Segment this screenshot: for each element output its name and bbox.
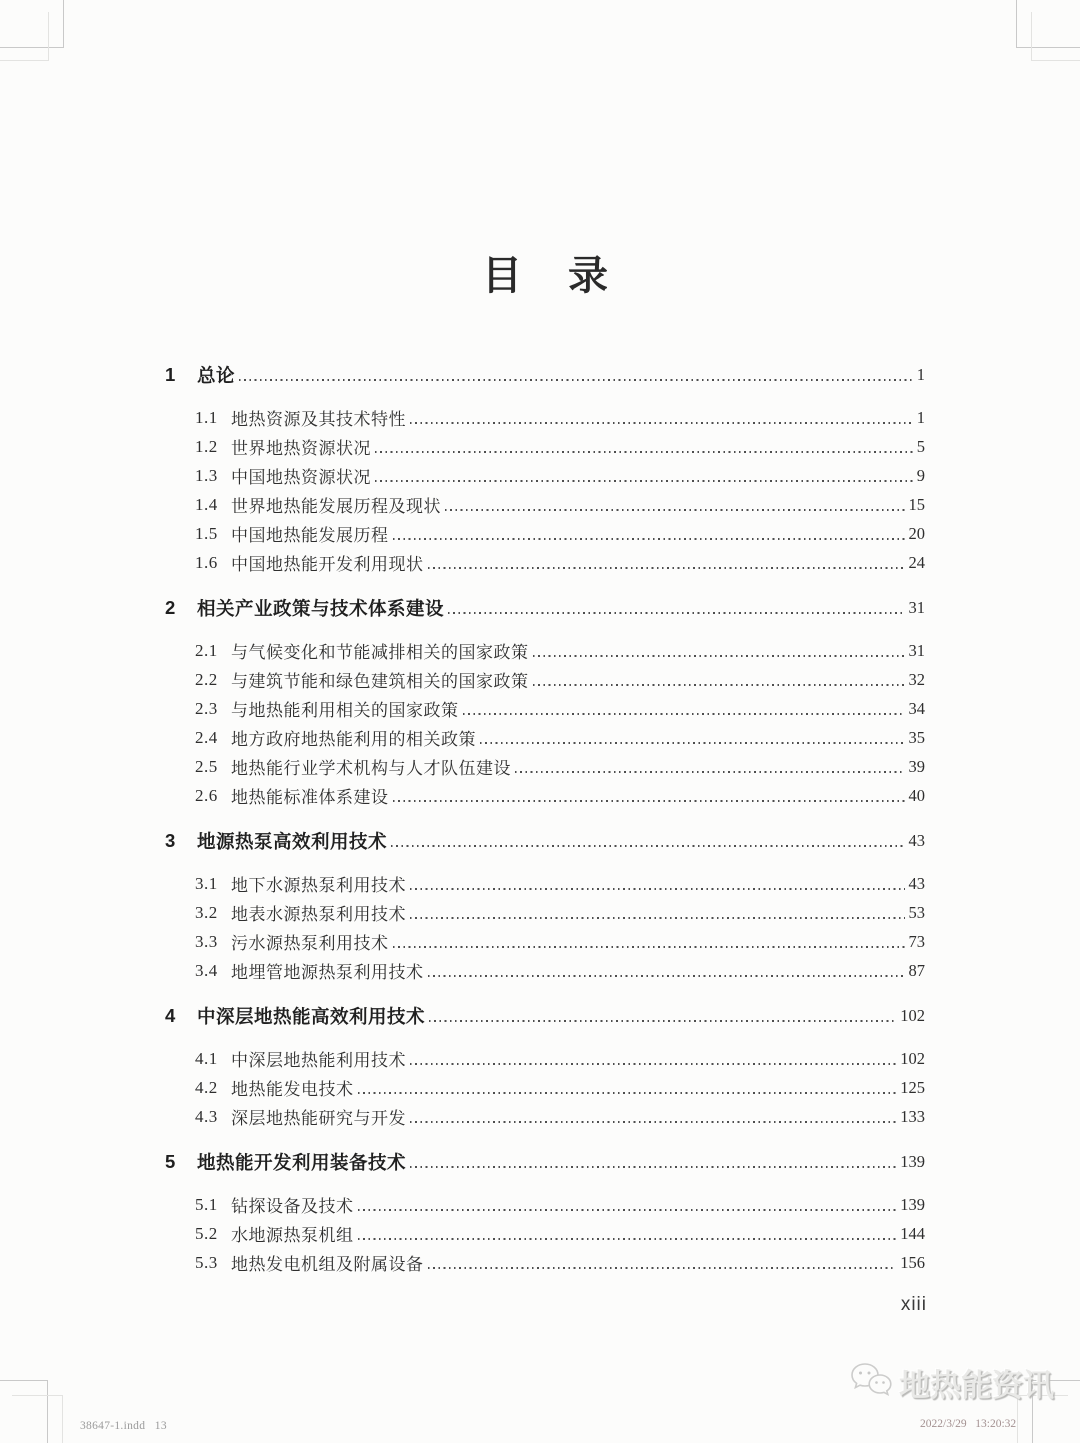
crop-mark <box>0 47 64 48</box>
toc-entry-title: 深层地热能研究与开发 <box>231 1109 406 1128</box>
crop-mark <box>1016 47 1080 48</box>
toc-chapter-row <box>165 826 925 855</box>
toc-item-row <box>165 869 925 898</box>
dotted-leader <box>480 742 905 744</box>
crop-mark <box>0 1380 48 1381</box>
toc-entry-number: 1.5 <box>195 523 218 543</box>
toc-chapter-row <box>165 1147 925 1176</box>
dotted-leader <box>428 567 905 569</box>
watermark <box>850 1360 1054 1405</box>
toc-entry-page: 35 <box>908 727 925 747</box>
toc-entry-number: 2.6 <box>195 785 218 805</box>
toc-entry-page: 24 <box>908 552 925 572</box>
crop-mark <box>1031 12 1032 61</box>
toc-entry-title: 钻探设备及技术 <box>231 1197 354 1216</box>
toc-item-row <box>165 519 925 548</box>
toc-entry-number: 3.4 <box>195 960 218 980</box>
toc-entry-number: 4.1 <box>195 1048 218 1068</box>
toc-entry-page: 1 <box>916 407 925 427</box>
toc-item-row <box>165 927 925 956</box>
toc-entry-number: 5.3 <box>195 1252 218 1272</box>
toc-entry-title: 与地热能利用相关的国家政策 <box>231 701 459 720</box>
toc-entry-page: 156 <box>900 1252 925 1272</box>
toc-entry-page: 139 <box>900 1194 925 1214</box>
toc-item-row <box>165 694 925 723</box>
toc-entry-title: 地热能标准体系建设 <box>231 788 389 807</box>
toc-item-row <box>165 781 925 810</box>
toc-entry-number: 4.2 <box>195 1077 218 1097</box>
dotted-leader <box>428 1267 897 1269</box>
dotted-leader <box>410 917 905 919</box>
toc-entry-title: 地下水源热泵利用技术 <box>231 876 406 895</box>
dotted-leader <box>358 1238 897 1240</box>
toc-item-row <box>165 1248 925 1277</box>
dotted-leader <box>393 538 905 540</box>
toc-item-row <box>165 665 925 694</box>
dotted-leader <box>533 655 905 657</box>
page-number: xiii <box>900 1294 927 1315</box>
toc-entry-title: 相关产业政策与技术体系建设 <box>197 597 445 619</box>
dotted-leader <box>410 888 905 890</box>
toc-entry-page: 73 <box>908 931 925 951</box>
toc-entry-title: 中国地热能发展历程 <box>231 526 389 545</box>
wechat-icon <box>850 1361 892 1404</box>
crop-mark <box>0 60 49 61</box>
crop-mark <box>1016 0 1017 48</box>
toc-entry-number: 3.1 <box>195 873 218 893</box>
toc-entry-number: 1 <box>165 363 176 385</box>
toc-entry-number: 1.2 <box>195 436 218 456</box>
toc-item-row <box>165 956 925 985</box>
toc-chapter-row <box>165 593 925 622</box>
dotted-leader <box>445 509 905 511</box>
crop-mark <box>48 12 49 61</box>
crop-mark <box>1031 60 1080 61</box>
toc-item-row <box>165 723 925 752</box>
toc-entry-page: 1 <box>916 364 925 384</box>
toc-entry-number: 2.4 <box>195 727 218 747</box>
toc-list <box>165 344 925 1277</box>
toc-item-row <box>165 1073 925 1102</box>
toc-entry-title: 地热能行业学术机构与人才队伍建设 <box>231 759 511 778</box>
dotted-leader <box>393 946 905 948</box>
toc-entry-page: 34 <box>908 698 925 718</box>
toc-entry-title: 地热能开发利用装备技术 <box>197 1151 407 1173</box>
crop-mark <box>12 1395 63 1396</box>
crop-mark <box>62 1395 63 1443</box>
toc-entry-title: 地埋管地源热泵利用技术 <box>231 963 424 982</box>
toc-entry-number: 3.2 <box>195 902 218 922</box>
toc-item-row <box>165 403 925 432</box>
toc-entry-number: 1.6 <box>195 552 218 572</box>
toc-entry-title: 地热能发电技术 <box>231 1080 354 1099</box>
dotted-leader <box>410 1063 896 1065</box>
toc-item-row <box>165 548 925 577</box>
dotted-leader <box>448 612 904 614</box>
toc-entry-number: 3 <box>165 829 176 851</box>
toc-item-row <box>165 752 925 781</box>
toc-entry-number: 1.3 <box>195 465 218 485</box>
crop-mark <box>47 1380 48 1443</box>
toc-entry-page: 32 <box>908 669 925 689</box>
toc-entry-number: 2 <box>165 596 176 618</box>
toc-entry-number: 1.4 <box>195 494 218 514</box>
toc-entry-page: 133 <box>900 1106 925 1126</box>
toc-entry-number: 1.1 <box>195 407 218 427</box>
toc-entry-number: 3.3 <box>195 931 218 951</box>
toc-entry-title: 地源热泵高效利用技术 <box>197 830 388 852</box>
toc-entry-title: 地热发电机组及附属设备 <box>231 1255 424 1274</box>
toc-entry-title: 水地源热泵机组 <box>231 1226 354 1245</box>
dotted-leader <box>239 379 913 381</box>
toc-entry-page: 102 <box>900 1005 925 1025</box>
dotted-leader <box>410 422 913 424</box>
watermark-text: 地热能资讯 <box>899 1368 1054 1403</box>
dotted-leader <box>391 845 904 847</box>
page-title-char: 录 <box>568 254 608 298</box>
dotted-leader <box>410 1166 896 1168</box>
toc-entry-page: 40 <box>908 785 925 805</box>
toc-entry-title: 地方政府地热能利用的相关政策 <box>231 730 476 749</box>
dotted-leader <box>533 684 905 686</box>
dotted-leader <box>358 1092 897 1094</box>
dotted-leader <box>375 451 913 453</box>
toc-entry-title: 与气候变化和节能减排相关的国家政策 <box>231 643 529 662</box>
toc-entry-title: 中深层地热能高效利用技术 <box>197 1005 426 1027</box>
toc-entry-number: 4 <box>165 1004 176 1026</box>
dotted-leader <box>410 1121 896 1123</box>
toc-entry-page: 125 <box>900 1077 925 1097</box>
toc-chapter-row <box>165 360 925 389</box>
toc-chapter-row <box>165 1001 925 1030</box>
toc-entry-page: 15 <box>908 494 925 514</box>
toc-entry-title: 中深层地热能利用技术 <box>231 1051 406 1070</box>
toc-entry-number: 5 <box>165 1150 176 1172</box>
toc-entry-number: 2.3 <box>195 698 218 718</box>
dotted-leader <box>429 1020 896 1022</box>
toc-entry-page: 139 <box>900 1151 925 1171</box>
toc-entry-number: 4.3 <box>195 1106 218 1126</box>
toc-entry-page: 9 <box>916 465 925 485</box>
toc-entry-title: 世界地热资源状况 <box>231 439 371 458</box>
toc-entry-page: 53 <box>908 902 925 922</box>
toc-item-row <box>165 1190 925 1219</box>
toc-entry-page: 43 <box>908 830 925 850</box>
print-slug: 38647-1.indd 13 <box>80 1420 167 1432</box>
toc-entry-title: 总论 <box>197 364 236 386</box>
toc-entry-page: 5 <box>916 436 925 456</box>
toc-entry-title: 世界地热能发展历程及现状 <box>231 497 441 516</box>
toc-entry-title: 地热资源及其技术特性 <box>231 410 406 429</box>
toc-entry-page: 43 <box>908 873 925 893</box>
toc-entry-page: 39 <box>908 756 925 776</box>
toc-entry-number: 2.5 <box>195 756 218 776</box>
toc-item-row <box>165 432 925 461</box>
print-timestamp: 2022/3/29 13:20:32 <box>920 1418 1017 1430</box>
toc-entry-title: 中国地热资源状况 <box>231 468 371 487</box>
crop-mark <box>63 0 64 48</box>
dotted-leader <box>428 975 905 977</box>
toc-item-row <box>165 1102 925 1131</box>
toc-item-row <box>165 636 925 665</box>
toc-entry-page: 31 <box>908 597 925 617</box>
page-title-char: 目 <box>482 254 522 298</box>
dotted-leader <box>375 480 913 482</box>
dotted-leader <box>463 713 905 715</box>
toc-entry-title: 地表水源热泵利用技术 <box>231 905 406 924</box>
page-title <box>165 256 925 296</box>
toc-entry-page: 20 <box>908 523 925 543</box>
toc-item-row <box>165 1044 925 1073</box>
toc-entry-page: 87 <box>908 960 925 980</box>
toc-entry-number: 5.2 <box>195 1223 218 1243</box>
toc-entry-number: 5.1 <box>195 1194 218 1214</box>
toc-item-row <box>165 898 925 927</box>
toc-entry-page: 144 <box>900 1223 925 1243</box>
dotted-leader <box>393 800 905 802</box>
toc-entry-number: 2.1 <box>195 640 218 660</box>
toc-item-row <box>165 1219 925 1248</box>
toc-entry-page: 31 <box>908 640 925 660</box>
dotted-leader <box>515 771 905 773</box>
toc-entry-title: 中国地热能开发利用现状 <box>231 555 424 574</box>
toc-entry-title: 污水源热泵利用技术 <box>231 934 389 953</box>
toc-item-row <box>165 461 925 490</box>
toc-entry-title: 与建筑节能和绿色建筑相关的国家政策 <box>231 672 529 691</box>
dotted-leader <box>358 1209 897 1211</box>
toc-item-row <box>165 490 925 519</box>
toc-entry-number: 2.2 <box>195 669 218 689</box>
toc-entry-page: 102 <box>900 1048 925 1068</box>
